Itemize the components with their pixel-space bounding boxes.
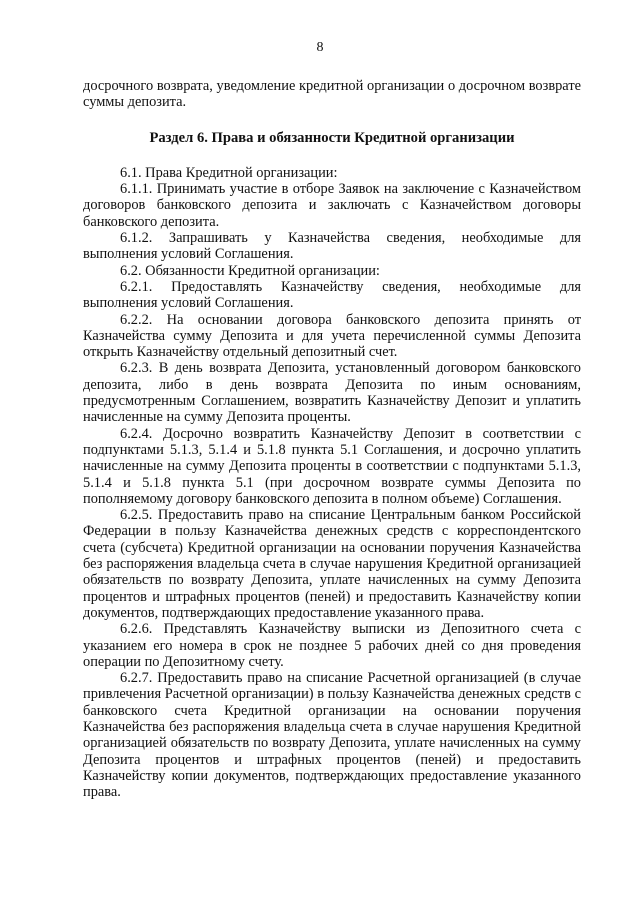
paragraph-6-2-4: 6.2.4. Досрочно возвратить Казначейству Депозит в соответствии с подпунктами 5.1.3, 5.1.4 и 5.1.8 пункта 5.1 Соглашения, и досрочно уплатить начисленные на сумму Депозита проценты в соответствии с подпунктами 5.1.3, 5.1.4 и 5.1.8 пункта 5.1 (при досрочном возврате суммы Депозита по пополняемому договору банковского депозита в полном объеме) Соглашения. [83, 425, 581, 507]
document-body [83, 78, 581, 800]
paragraph-6-1-2: 6.1.2. Запрашивать у Казначейства сведения, необходимые для выполнения условий Соглашения. [83, 230, 581, 263]
paragraph-6-2-5: 6.2.5. Предоставить право на списание Центральным банком Российской Федерации в пользу Казначейства денежных средств с корреспондентского счета (субсчета) Кредитной организации на основании поручения Казначейства без распоряжения владельца счета в случае нарушения Кредитной организацией обязательств по возврату Депозита, уплате начисленных на сумму Депозита процентов и штрафных процентов (пеней) и предоставить Казначейству копии документов, подтверждающих предоставление указанного права. [83, 507, 581, 621]
paragraph-6-1-1: 6.1.1. Принимать участие в отборе Заявок на заключение с Казначейством договоров банковского депозита и заключать с Казначейством договоры банковского депозита. [83, 181, 581, 230]
paragraph-6-2-6: 6.2.6. Представлять Казначейству выписки из Депозитного счета с указанием его номера в срок не позднее 5 рабочих дней со дня проведения операции по Депозитному счету. [83, 621, 581, 670]
paragraph-6-2-2: 6.2.2. На основании договора банковского депозита принять от Казначейства сумму Депозита и для учета перечисленной суммы Депозита открыть Казначейству отдельный депозитный счет. [83, 311, 581, 361]
paragraph-6-2-1: 6.2.1. Предоставлять Казначейству сведения, необходимые для выполнения условий Соглашения. [83, 278, 581, 312]
section-title: Раздел 6. Права и обязанности Кредитной организации [149, 129, 515, 146]
paragraph-6-2-7: 6.2.7. Предоставить право на списание Расчетной организацией (в случае привлечения Расчетной организации) в пользу Казначейства денежных средств с банковского счета Кредитной организации на основании поручения Казначейства без распоряжения владельца счета в случае нарушения Кредитной организацией обязательств по возврату Депозита, уплате начисленных на сумму Депозита процентов и штрафных процентов (пеней) и предоставить Казначейству копии документов, подтверждающих предоставление указанного права. [83, 670, 581, 801]
paragraph-6-2: 6.2. Обязанности Кредитной организации: [120, 262, 380, 279]
page-number: 8 [316, 40, 324, 55]
paragraph-6-2-3: 6.2.3. В день возврата Депозита, установленный договором банковского депозита, либо в день возврата Депозита по иным основаниям, предусмотренным Соглашением, возвратить Казначейству Депозит и уплатить начисленные на сумму Депозита проценты. [83, 360, 581, 426]
paragraph-6-1: 6.1. Права Кредитной организации: [120, 164, 338, 181]
intro-paragraph: досрочного возврата, уведомление кредитной организации о досрочном возврате суммы депозита. [83, 78, 581, 111]
